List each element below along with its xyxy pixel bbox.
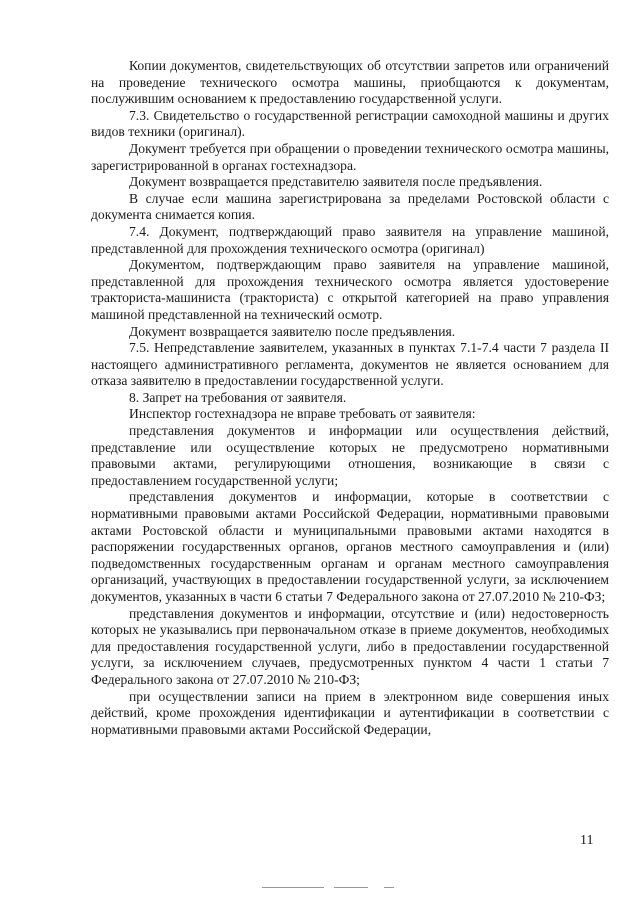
paragraph: Документ возвращается представителю заявителя после предъявления.: [129, 174, 543, 190]
paragraph: представления документов и информации, отсутствие и (или) недостоверность которых не указывались при первоначальном отказе в приеме документов, необходимых для предоставления государственной услуги, либо в предоставлении государственной услуги, за исключением случаев, предусмотренных пунктом 4 части 1 статьи 7 Федерального закона от 27.07.2010 № 210-ФЗ;: [91, 605, 609, 687]
paragraph: В случае если машина зарегистрирована за пределами Ростовской области с документа снимается копия.: [91, 190, 609, 223]
footer-line: [262, 887, 324, 888]
paragraph: представления документов и информации или осуществления действий, представление или осуществление которых не предусмотрено нормативными правовыми актами, регулирующими отношения, возникающие в связи с предоставлением государственной услуги;: [91, 423, 609, 488]
paragraph: 7.3. Свидетельство о государственной регистрации самоходной машины и других видов техники (оригинал).: [91, 107, 609, 140]
page-number: 11: [580, 833, 594, 848]
paragraph: Документом, подтверждающим право заявителя на управление машиной, представленной для прохождения технического осмотра является удостоверение тракториста-машиниста (тракториста) с открытой категорией на право управления машиной представленной на технический осмотр.: [91, 257, 609, 322]
paragraph: 7.4. Документ, подтверждающий право заявителя на управление машиной, представленной для прохождения технического осмотра (оригинал): [91, 223, 609, 256]
paragraph: Копии документов, свидетельствующих об отсутствии запретов или ограничений на проведение технического осмотра машины, приобщаются к документам, послужившим основанием к предоставлению государственной услуги.: [91, 58, 609, 107]
footer-line: [334, 887, 368, 888]
paragraph: представления документов и информации, которые в соответствии с нормативными правовыми актами Российской Федерации, нормативными правовыми актами Ростовской области и муниципальными правовыми актами находятся в распоряжении государственных органов, органов местного самоуправления и (или) подведомственных государственным органам и органам местного самоуправления организаций, участвующих в предоставлении государственной услуги, за исключением документов, указанных в части 6 статьи 7 Федерального закона от 27.07.2010 № 210-ФЗ;: [91, 489, 609, 604]
paragraph: Инспектор гостехнадзора не вправе требовать от заявителя:: [129, 406, 476, 422]
document-body: [91, 58, 609, 738]
paragraph: 7.5. Непредставление заявителем, указанных в пунктах 7.1-7.4 части 7 раздела II настоящего административного регламента, документов не является основанием для отказа заявителю в предоставлении государственной услуги.: [91, 340, 609, 389]
paragraph: 8. Запрет на требования от заявителя.: [129, 389, 347, 405]
paragraph: Документ требуется при обращении о проведении технического осмотра машины, зарегистрированной в органах гостехнадзора.: [91, 140, 609, 173]
paragraph: при осуществлении записи на прием в электронном виде совершения иных действий, кроме прохождения идентификации и аутентификации в соответствии с нормативными правовыми актами Российской Федерации,: [91, 688, 609, 737]
paragraph: Документ возвращается заявителю после предъявления.: [129, 323, 456, 339]
footer-line: [384, 887, 394, 888]
